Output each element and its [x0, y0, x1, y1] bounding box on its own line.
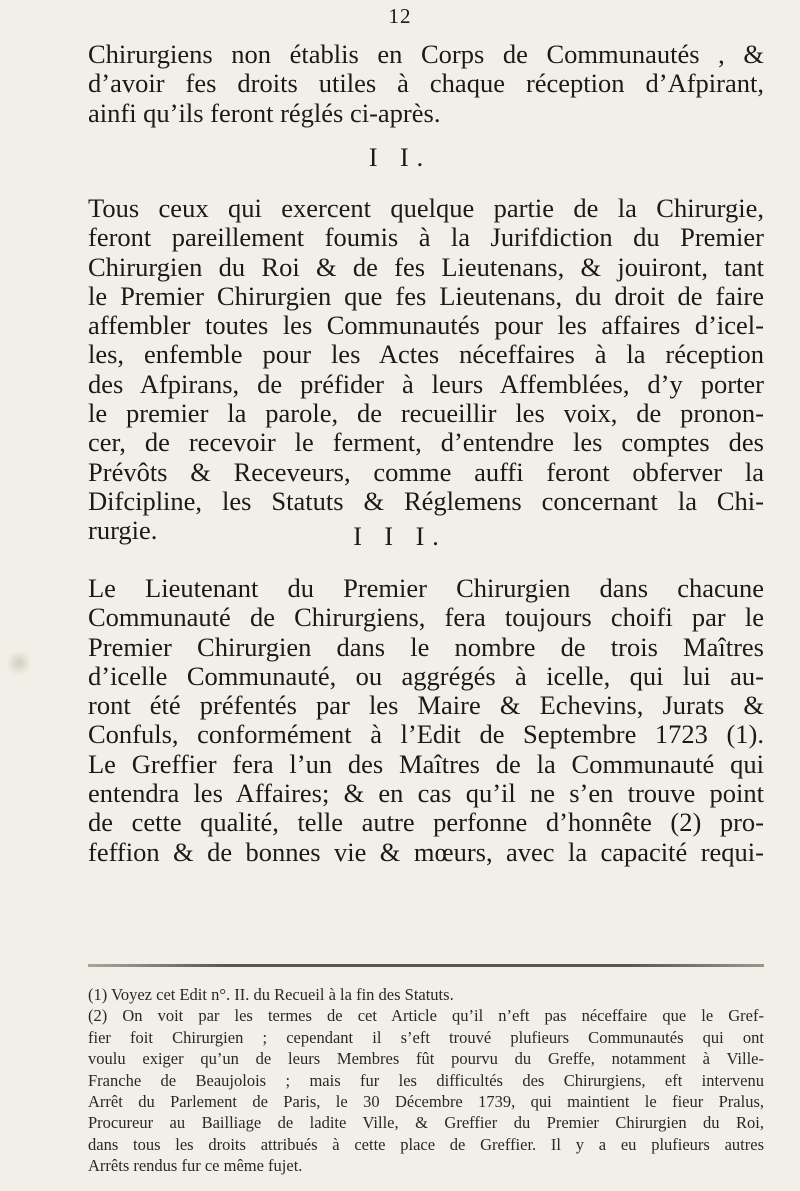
footnote-line: Arrêt du Parlement de Paris, le 30 Décembre 1739, qui maintient le fieur Pralus, — [88, 1091, 764, 1111]
article-3-paragraph — [88, 574, 764, 867]
text-line: de cette qualité, telle autre perfonne d’honnête (2) pro- — [88, 807, 764, 838]
text-line: les, enfemble pour les Actes néceffaires à la réception — [88, 339, 764, 370]
text-line: Difcipline, les Statuts & Réglemens concernant la Chi- — [88, 485, 764, 516]
text-line: feront pareillement foumis à la Jurifdiction du Premier — [88, 222, 764, 253]
text-line: ainfi qu’ils feront réglés ci-après. — [88, 97, 441, 128]
footnote-line: fier foit Chirurgien ; cependant il s’eft trouvé plufieurs Communautés qui ont — [88, 1027, 764, 1047]
article-heading-3: I I I. — [353, 522, 447, 551]
text-line: le premier la parole, de recueillir les voix, de pronon- — [88, 398, 764, 429]
text-line: Le Greffier fera l’un des Maîtres de la Communauté qui — [88, 748, 764, 779]
footnote-line: Arrêts rendus fur ce même fujet. — [88, 1156, 303, 1176]
text-line: d’avoir fes droits utiles à chaque réception d’Afpirant, — [88, 68, 764, 99]
text-line: rurgie. — [88, 515, 158, 546]
text-line: feffion & de bonnes vie & mœurs, avec la capacité requi- — [88, 836, 764, 867]
footnote-rule — [88, 964, 764, 967]
paper-stain — [8, 648, 30, 678]
footnote-line: Procureur au Bailliage de ladite Ville, & Greffier du Premier Chirurgien du Roi, — [88, 1113, 764, 1133]
footnote-line: (2) On voit par les termes de cet Article qu’il n’eft pas néceffaire que le Gref- — [88, 1006, 764, 1026]
footnote-line: dans tous les droits attribués à cette place de Greffier. Il y a eu plufieurs autres — [88, 1134, 764, 1154]
text-line: des Afpirans, de préfider à leurs Affemblées, d’y porter — [88, 368, 764, 399]
text-line: ront été préfentés par les Maire & Echevins, Jurats & — [88, 690, 764, 721]
intro-paragraph — [88, 40, 764, 128]
article-heading-2: I I. — [368, 143, 432, 172]
text-line: Communauté de Chirurgiens, fera toujours choifi par le — [88, 602, 764, 633]
text-line: Le Lieutenant du Premier Chirurgien dans chacune — [88, 573, 764, 603]
text-line: Tous ceux qui exercent quelque partie de la Chirurgie, — [88, 193, 764, 223]
footnotes — [88, 984, 764, 1177]
text-line: Prévôts & Receveurs, comme auffi feront obferver la — [88, 456, 764, 487]
text-line: Premier Chirurgien dans le nombre de trois Maîtres — [88, 631, 764, 662]
text-line: cer, de recevoir le ferment, d’entendre les comptes des — [88, 427, 764, 458]
footnote-line: voulu exiger qu’un de leurs Membres fût pourvu du Greffe, notamment à Ville- — [88, 1049, 764, 1069]
text-line: d’icelle Communauté, ou aggrégés à icelle, qui lui au- — [88, 660, 764, 691]
text-line: entendra les Affaires; & en cas qu’il ne s’en trouve point — [88, 778, 764, 809]
page-number: 12 — [388, 4, 412, 28]
article-2-paragraph — [88, 194, 764, 546]
text-line: Confuls, conformément à l’Edit de Septembre 1723 (1). — [88, 719, 764, 750]
text-line: Chirurgiens non établis en Corps de Communautés , & — [88, 39, 764, 69]
text-line: affembler toutes les Communautés pour les affaires d’icel- — [88, 310, 764, 341]
footnote-line: Franche de Beaujolois ; mais fur les difficultés des Chirurgiens, eft intervenu — [88, 1070, 764, 1090]
text-line: Chirurgien du Roi & de fes Lieutenans, & jouiront, tant — [88, 251, 764, 282]
text-line: le Premier Chirurgien que fes Lieutenans, du droit de faire — [88, 280, 764, 311]
footnote-line: (1) Voyez cet Edit n°. II. du Recueil à la fin des Statuts. — [88, 985, 454, 1004]
